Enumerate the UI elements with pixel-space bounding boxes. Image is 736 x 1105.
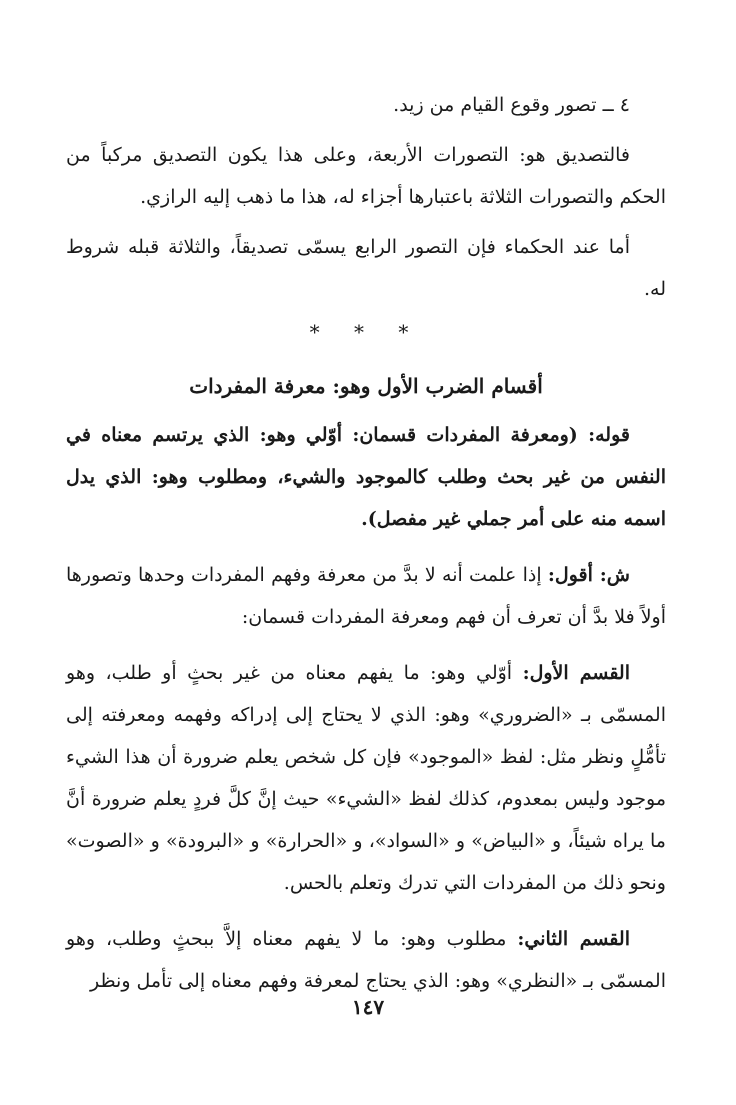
quoted-text: قوله: (ومعرفة المفردات قسمان: أوّلي وهو: الذي يرتسم معناه في النفس من غير بحث وطلب كالموجود والشيء، ومطلوب وهو: الذي يدل اسمه منه على أمر جملي غير مفصل).: [66, 424, 666, 530]
section-two-text: مطلوب وهو: ما لا يفهم معناه إلاَّ ببحثٍ وطلب، وهو المسمّى بـ «النظري» وهو: الذي يحتاج لمعرفة وفهم معناه إلى تأمل ونظر: [66, 928, 666, 992]
commentary-text: إذا علمت أنه لا بدَّ من معرفة وفهم المفردات وحدها وتصورها أولاً فلا بدَّ أن تعرف أن فهم ومعرفة المفردات قسمان:: [66, 564, 666, 628]
paragraph-tasdiq: فالتصديق هو: التصورات الأربعة، وعلى هذا يكون التصديق مركباً من الحكم والتصورات الثلاثة باعتبارها أجزاء له، هذا ما ذهب إليه الرازي.: [66, 144, 666, 208]
paragraph-hukama: أما عند الحكماء فإن التصور الرابع يسمّى تصديقاً، والثلاثة قبله شروط له.: [66, 236, 666, 300]
section-two-lead: القسم الثاني:: [517, 928, 630, 950]
section-heading: أقسام الضرب الأول وهو: معرفة المفردات: [189, 374, 543, 398]
page-body: [66, 84, 666, 1002]
section-two-paragraph: [66, 918, 666, 1002]
section-separator: * * *: [309, 320, 423, 344]
section-one-paragraph: [66, 652, 666, 904]
section-one-lead: القسم الأول:: [522, 662, 631, 684]
list-item-four: ٤ ــ تصور وقوع القيام من زيد.: [393, 94, 630, 116]
commentary-paragraph: [66, 554, 666, 638]
section-one-text: أوّلي وهو: ما يفهم معناه من غير بحثٍ أو طلب، وهو المسمّى بـ «الضروري» وهو: الذي لا يحتاج إلى إدراكه وفهمه ومعرفته إلى تأمُّلٍ ونظر مثل: لفظ «الموجود» فإن كل شخص يعلم ضرورة أن هذا الشيء موجود وليس بمعدوم، كذلك لفظ «الشيء» حيث إنَّ كلَّ فردٍ يعلم ضرورة أنَّ ما يراه شيئاً، و «البياض» و «السواد»، و «الحرارة» و «البرودة» و «الصوت» ونحو ذلك من المفردات التي تدرك وتعلم بالحس.: [66, 662, 666, 894]
page-number: ١٤٧: [351, 995, 385, 1019]
commentary-lead: ش: أقول:: [547, 564, 630, 586]
